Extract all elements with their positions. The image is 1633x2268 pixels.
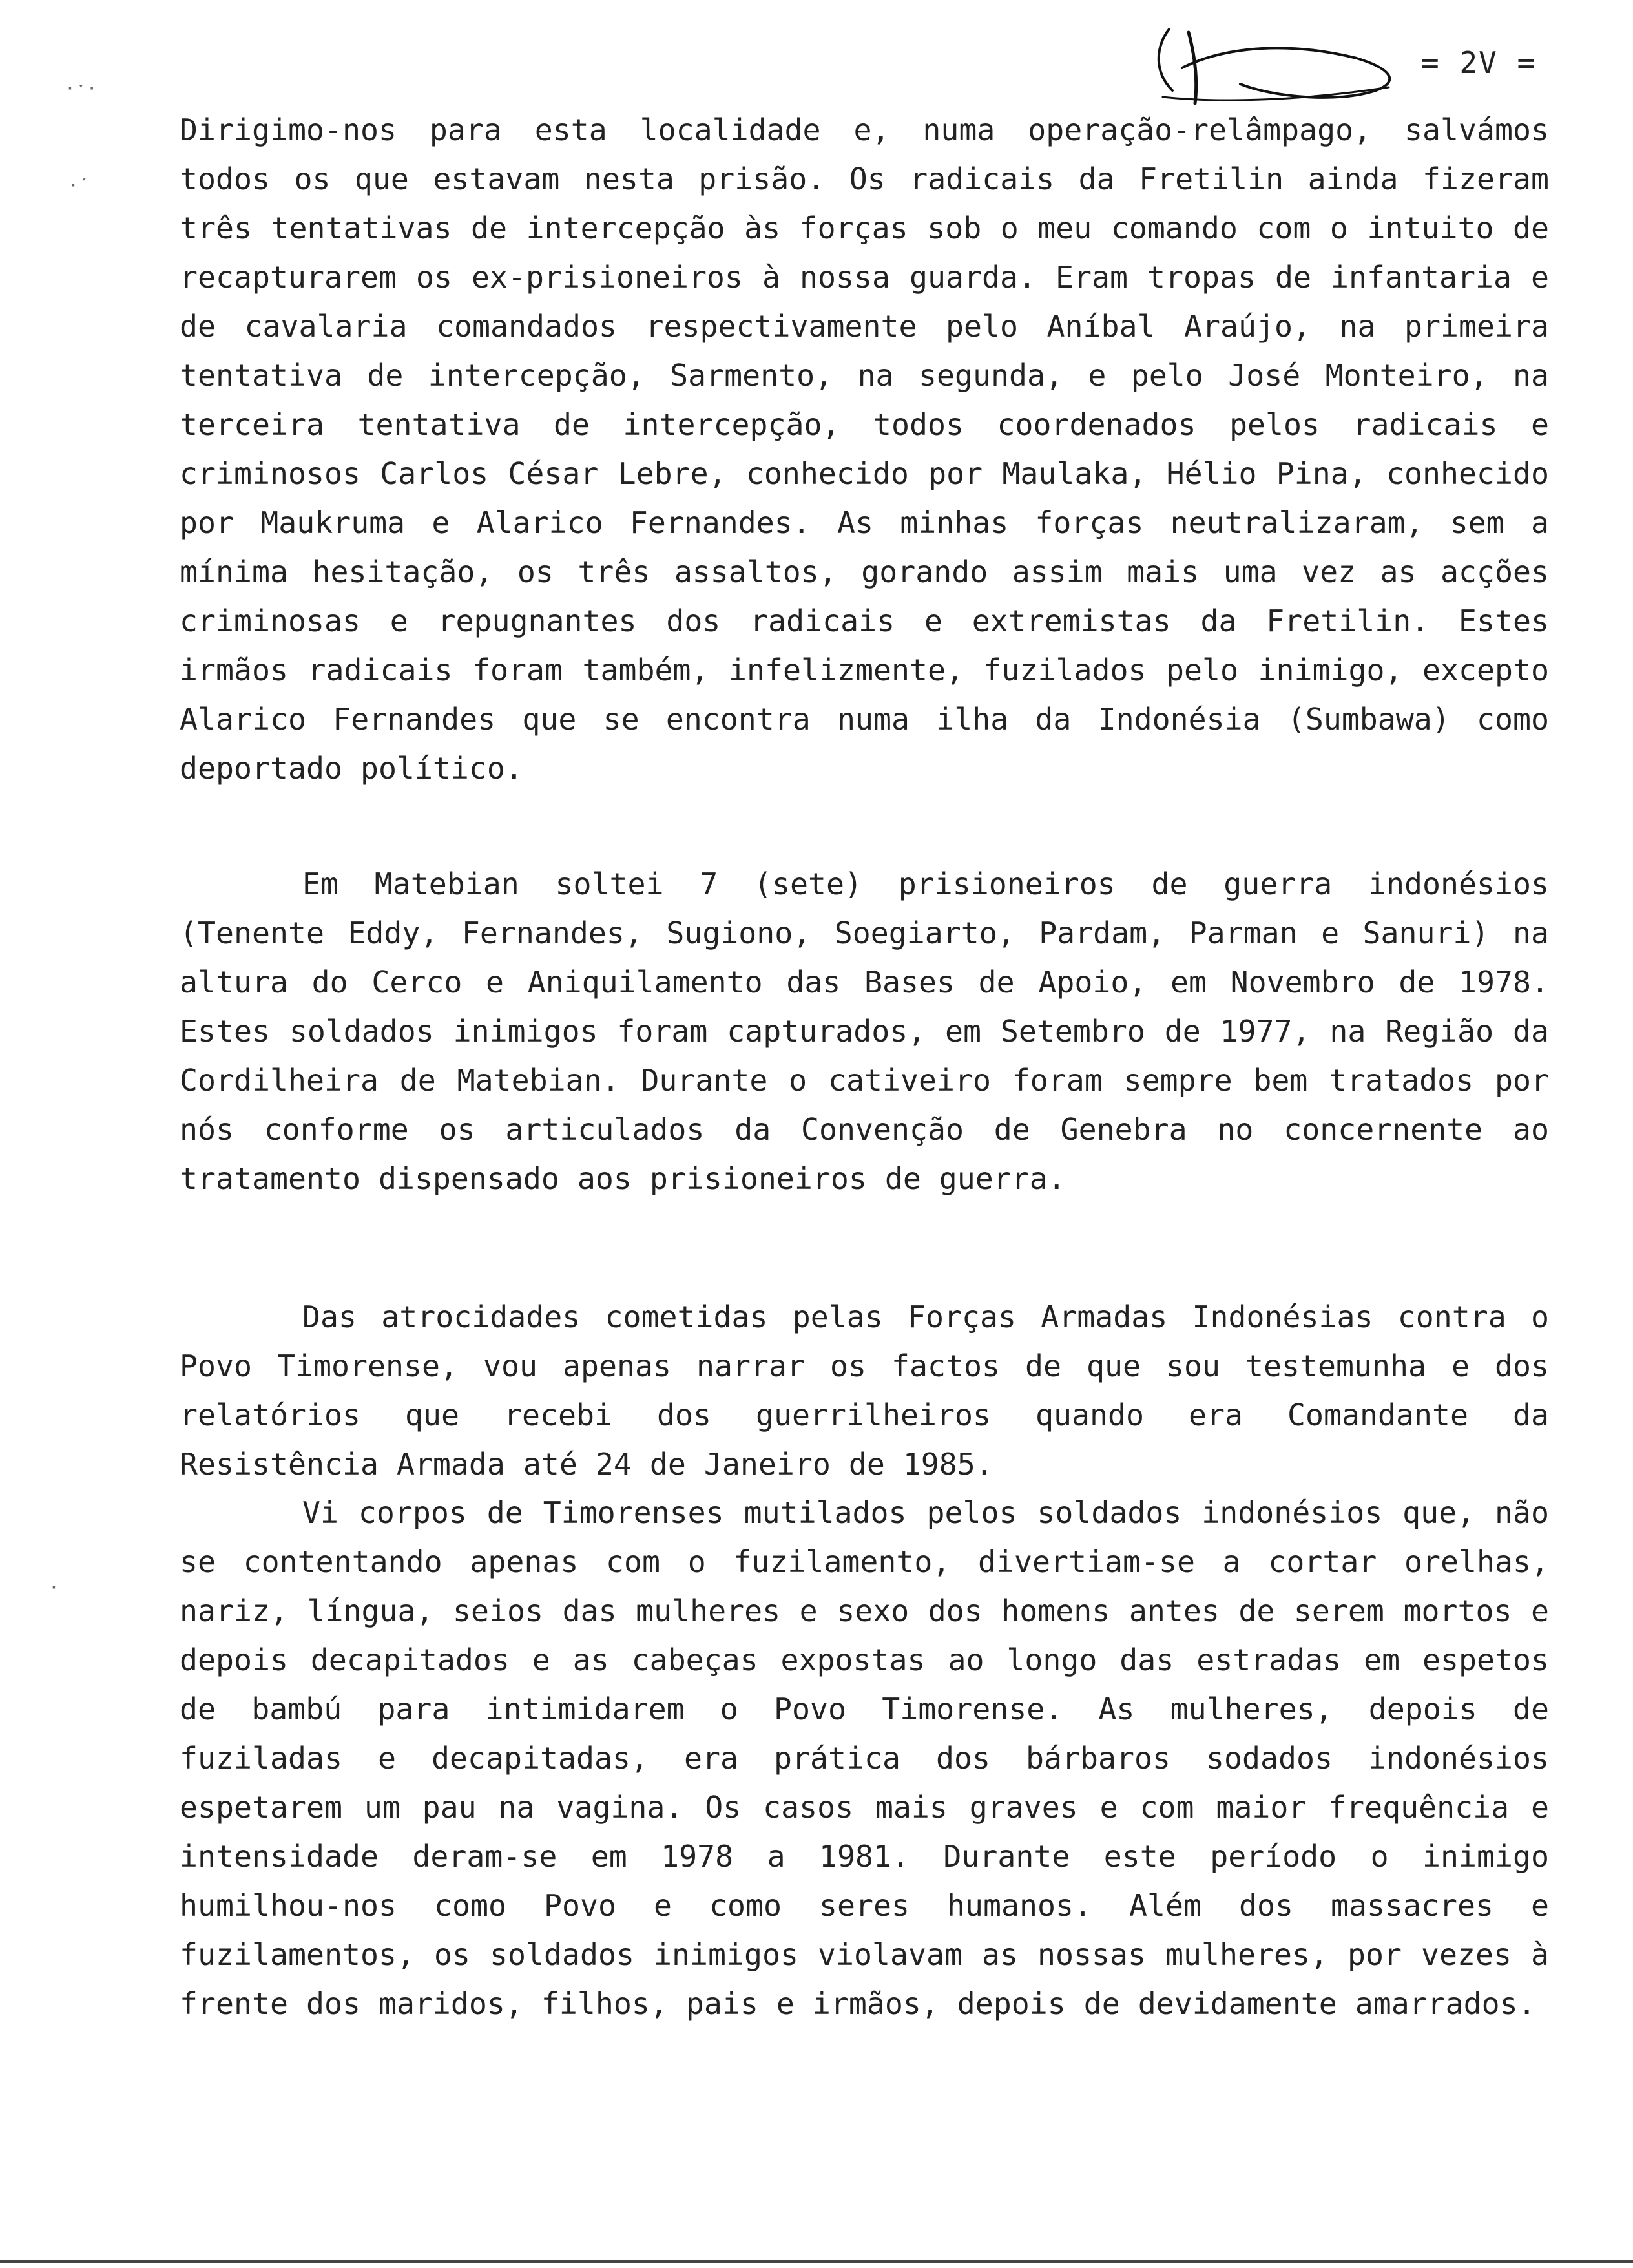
bottom-rule bbox=[0, 2260, 1633, 2263]
page-number: = 2V = bbox=[1421, 45, 1537, 80]
body-paragraph: Em Matebian soltei 7 (sete) prisioneiros de guerra indonésios (Tenente Eddy, Fernandes, Sugiono, Soegiarto, Pardam, Parman e Sanuri) na altura do Cerco e Aniquilamento das Bases de Apoio, em Novembro de 1978. Estes soldados inimigos foram capturados, em Setembro de 1977, na Região da Cordilheira de Matebian. Durante o cativeiro foram sempre bem tratados por nós conforme os articulados da Convenção de Genebra no concernente ao tratamento dispensado aos prisioneiros de guerra. bbox=[180, 866, 1549, 1196]
body-paragraph: Dirigimo-nos para esta localidade e, numa operação-relâmpago, salvámos todos os que estavam nesta prisão. Os radicais da Fretilin ainda fizeram três tentativas de intercepção às forças sob o meu comando com o intuito de recapturarem os ex-prisioneiros à nossa guarda. Eram tropas de infantaria e de cavalaria comandados respectivamente pelo Aníbal Araújo, na primeira tentativa de intercepção, Sarmento, na segunda, e pelo José Monteiro, na terceira tentativa de intercepção, todos coordenados pelos radicais e criminosos Carlos César Lebre, conhecido por Maulaka, Hélio Pina, conhecido por Maukruma e Alarico Fernandes. As minhas forças neutralizaram, sem a mínima hesitação, os três assaltos, gorando assim mais uma vez as acções criminosas e repugnantes dos radicais e extremistas da Fretilin. Estes irmãos radicais foram também, infelizmente, fuzilados pelo inimigo, excepto Alarico Fernandes que se encontra numa ilha da Indonésia (Sumbawa) como deportado político. bbox=[180, 112, 1549, 786]
body-paragraph: Das atrocidades cometidas pelas Forças Armadas Indonésias contra o Povo Timorense, vou apenas narrar os factos de que sou testemunha e dos relatórios que recebi dos guerrilheiros quando era Comandante da Resistência Armada até 24 de Janeiro de 1985. bbox=[180, 1299, 1549, 1482]
margin-mark: ·ˊ bbox=[68, 174, 90, 196]
margin-mark: ·ˑ· bbox=[65, 78, 98, 99]
margin-mark: · bbox=[48, 1577, 59, 1598]
body-paragraph: Vi corpos de Timorenses mutilados pelos soldados indonésios que, não se contentando apenas com o fuzilamento, divertiam-se a cortar orelhas, nariz, língua, seios das mulheres e sexo dos homens antes de serem mortos e depois decapitados e as cabeças expostas ao longo das estradas em espetos de bambú para intimidarem o Povo Timorense. As mulheres, depois de fuziladas e decapitadas, era prática dos bárbaros sodados indonésios espetarem um pau na vagina. Os casos mais graves e com maior frequência e intensidade deram-se em 1978 a 1981. Durante este período o inimigo humilhou-nos como Povo e como seres humanos. Além dos massacres e fuzilamentos, os soldados inimigos violavam as nossas mulheres, por vezes à frente dos maridos, filhos, pais e irmãos, depois de devidamente amarrados. bbox=[180, 1495, 1549, 2021]
